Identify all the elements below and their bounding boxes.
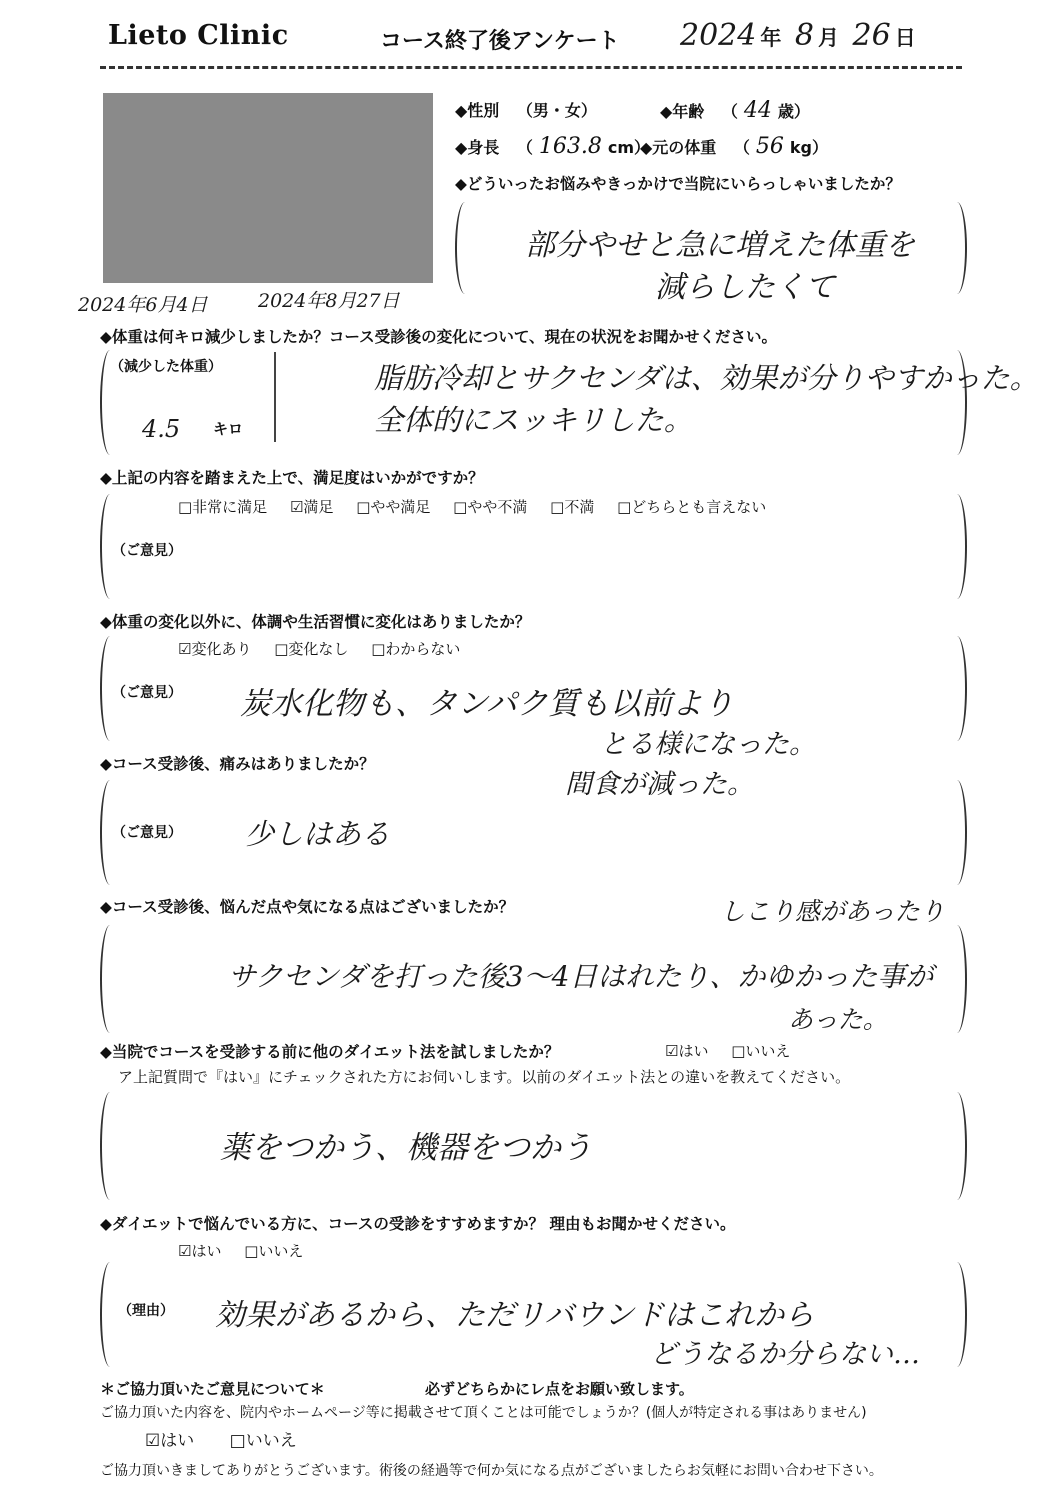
age-field — [660, 98, 810, 123]
q2-answer-line1: 脂肪冷却とサクセンダは、効果が分りやすかった。 — [374, 361, 1039, 395]
q8-answer-line1: 効果があるから、ただリバウンドはこれから — [215, 1298, 815, 1333]
q3-option-very-satisfied[interactable]: □非常に満足 — [178, 498, 268, 516]
q7-followup: ア上記質問で『はい』にチェックされた方にお伺いします。以前のダイエット法との違いを教えてください。 — [118, 1068, 851, 1086]
q6-question: ◆コース受診後、悩んだ点や気になる点はございましたか？ — [100, 898, 515, 916]
weight-open: （ — [733, 138, 750, 157]
q4-question: ◆体重の変化以外に、体調や生活習慣に変化はありましたか？ — [100, 613, 531, 631]
q4-option-changed[interactable]: ☑変化あり — [178, 640, 252, 658]
q3-option-somewhat-satisfied[interactable]: □やや満足 — [356, 498, 431, 516]
q1-question: ◆どういったお悩みやきっかけで当院にいらっしゃいましたか？ — [455, 175, 901, 193]
footer-consent-question: ご協力頂いた内容を、院内やホームページ等に掲載させて頂くことは可能でしょうか？(個人が特定される事はありません) — [100, 1405, 867, 1421]
q7-option-yes[interactable]: ☑はい — [665, 1042, 709, 1060]
q6-bracket-right — [955, 925, 967, 1033]
q8-bracket-right — [955, 1262, 967, 1367]
weight-close: kg） — [789, 138, 829, 157]
q2-reduced-value: 4.5 — [142, 415, 181, 443]
q5-question: ◆コース受診後、痛みはありましたか？ — [100, 755, 375, 773]
photo-date-before: 2024年6月4日 — [78, 294, 208, 316]
q8-reason-label: （理由） — [118, 1303, 174, 1319]
form-title: コース終了後アンケート — [380, 29, 620, 54]
age-value: 44 — [743, 98, 772, 123]
q7-option-no[interactable]: □いいえ — [731, 1042, 791, 1060]
q7-options — [665, 1040, 808, 1061]
q2-answer-line2: 全体的にスッキリした。 — [374, 403, 693, 437]
height-field — [455, 134, 650, 159]
q5-bracket-left — [100, 780, 112, 885]
q2-question: ◆体重は何キロ減少しましたか？コース受診後の変化について、現在の状況をお聞かせください。 — [100, 328, 778, 346]
q4-opinion-label: （ご意見） — [112, 685, 182, 701]
q4-options — [178, 638, 478, 659]
header-divider — [100, 66, 962, 69]
q6-answer-line2: あった。 — [788, 1005, 888, 1034]
q8-bracket-left — [100, 1262, 112, 1367]
q4-bracket-left — [100, 636, 112, 741]
footer-thanks: ご協力頂いきましてありがとうございます。術後の経過等で何か気になる点がございましたらお気軽にお問い合わせ下さい。 — [100, 1463, 883, 1479]
age-label: ◆年齢 — [660, 102, 705, 121]
date-year: 2024 — [680, 18, 757, 53]
photo-date-after: 2024年8月27日 — [258, 290, 400, 312]
q8-answer-line2: どうなるか分らない… — [650, 1339, 920, 1370]
q4-answer-line2: とる様になった。 — [600, 729, 816, 760]
date-month: 8 — [794, 18, 814, 53]
q1-answer-line2: 減らしたくて — [655, 270, 835, 305]
q3-options — [178, 496, 784, 517]
q5-opinion-label: （ご意見） — [112, 825, 182, 841]
q4-bracket-right — [955, 636, 967, 741]
date-day: 26 — [852, 18, 891, 53]
consent-option-yes[interactable]: ☑はい — [145, 1431, 195, 1451]
date-month-unit: 月 — [818, 26, 839, 50]
q4-option-unknown[interactable]: □わからない — [371, 640, 461, 658]
q3-bracket-right — [955, 494, 967, 599]
q6-answer-insert: しこり感があったり — [720, 897, 945, 926]
q1-bracket-left — [455, 202, 467, 294]
gender-label: ◆性別 — [455, 101, 500, 120]
date-year-unit: 年 — [760, 26, 782, 50]
q3-bracket-left — [100, 494, 112, 599]
footer-instruction: 必ずどちらかにレ点をお願い致します。 — [425, 1380, 694, 1398]
q8-options — [178, 1240, 321, 1261]
footer-consent-options — [145, 1426, 297, 1451]
q1-bracket-right — [955, 202, 967, 294]
weight-label: ◆元の体重 — [640, 138, 717, 157]
redacted-photo — [103, 93, 433, 283]
gender-field — [455, 98, 597, 121]
clinic-brand: Lieto Clinic — [108, 20, 289, 51]
q1-answer-line1: 部分やせと急に増えた体重を — [525, 228, 915, 263]
q7-answer: 薬をつかう、機器をつかう — [220, 1130, 592, 1166]
q4-answer-line3: 間食が減った。 — [565, 769, 754, 800]
q5-bracket-right — [955, 780, 967, 885]
q2-divider — [274, 352, 276, 442]
date-day-unit: 日 — [894, 26, 916, 50]
q8-option-yes[interactable]: ☑はい — [178, 1242, 222, 1260]
height-open: （ — [516, 138, 533, 157]
q8-option-no[interactable]: □いいえ — [244, 1242, 304, 1260]
consent-option-no[interactable]: □いいえ — [229, 1431, 297, 1451]
footer-heading: ＊ご協力頂いたご意見について＊ — [100, 1380, 325, 1398]
q3-option-satisfied[interactable]: ☑満足 — [289, 498, 334, 516]
q3-opinion-label: （ご意見） — [112, 543, 182, 559]
age-close: 歳） — [777, 102, 810, 121]
height-label: ◆身長 — [455, 138, 500, 157]
gender-value: （男・女） — [516, 101, 597, 120]
q7-bracket-right — [955, 1092, 967, 1200]
q3-option-neither[interactable]: □どちらとも言えない — [617, 498, 767, 516]
q2-reduced-unit: キロ — [213, 420, 244, 438]
height-value: 163.8 — [538, 134, 602, 159]
height-close: cm） — [607, 138, 651, 157]
q8-question: ◆ダイエットで悩んでいる方に、コースの受診をすすめますか？ 理由もお聞かせください。 — [100, 1215, 736, 1233]
q3-option-dissatisfied[interactable]: □不満 — [550, 498, 595, 516]
q3-question: ◆上記の内容を踏まえた上で、満足度はいかがですか？ — [100, 469, 484, 487]
weight-field — [640, 134, 828, 159]
q5-answer: 少しはある — [245, 817, 391, 851]
q6-bracket-left — [100, 925, 112, 1033]
q2-reduced-label: （減少した体重） — [110, 359, 222, 375]
weight-value: 56 — [755, 134, 784, 159]
q6-answer-line1: サクセンダを打った後3〜4日はれたり、かゆかった事が — [228, 960, 934, 993]
q4-option-no-change[interactable]: □変化なし — [274, 640, 349, 658]
q7-bracket-left — [100, 1092, 112, 1200]
q7-question: ◆当院でコースを受診する前に他のダイエット法を試しましたか？ — [100, 1043, 560, 1061]
q4-answer-line1: 炭水化物も、タンパク質も以前より — [240, 686, 734, 722]
age-open: （ — [721, 102, 738, 121]
survey-date — [680, 18, 920, 53]
q3-option-somewhat-dissatisfied[interactable]: □やや不満 — [453, 498, 528, 516]
